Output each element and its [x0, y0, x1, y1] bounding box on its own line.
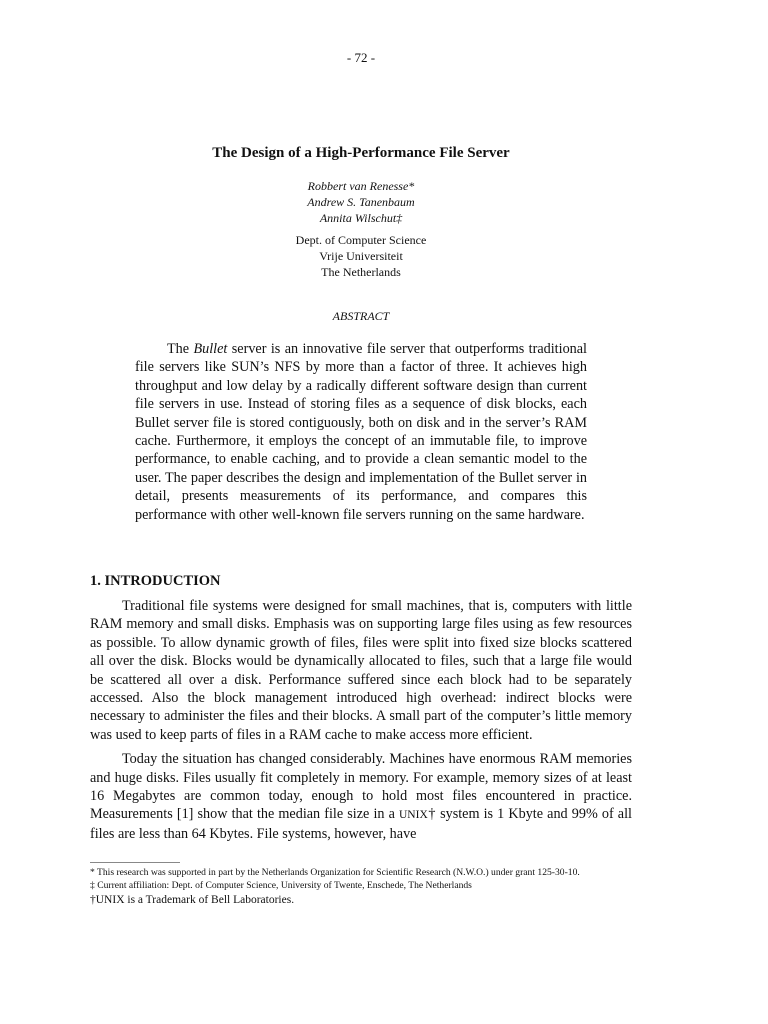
body-text: † system is 1 Kbyte and 99% of all files are less than 64 Kbytes. File systems, however, have	[90, 806, 632, 842]
footnote: ‡ Current affiliation: Dept. of Computer Science, University of Twente, Enschede, The Netherlands	[90, 880, 472, 891]
abstract-text	[135, 340, 587, 524]
footnote: * This research was supported in part by the Netherlands Organization for Scientific Research (N.W.O.) under grant 125-30-10.	[90, 867, 580, 878]
abstract-heading: ABSTRACT	[332, 309, 390, 323]
page-number: - 72 -	[346, 50, 376, 65]
affiliation-line: Dept. of Computer Science	[295, 233, 427, 247]
body-text: Today the situation has changed considerably. Machines have enormous RAM memories and huge disks. Files usually fit completely in memory. For example, memory sizes of at least 16 Megabytes are common today, enough to hold most files encountered in practice. Measurements [1] show that the median file size in a	[90, 751, 632, 823]
affiliation-line: The Netherlands	[321, 265, 401, 279]
abstract-bullet-term: Bullet	[193, 341, 228, 357]
footnotes	[90, 866, 610, 908]
affiliation-block	[0, 232, 722, 280]
section-heading: 1. INTRODUCTION	[90, 573, 221, 589]
footnote-divider	[90, 862, 180, 863]
unix-term: UNIX	[399, 809, 428, 822]
author-name: Robbert van Renesse*	[307, 179, 415, 193]
author-name: Andrew S. Tanenbaum	[307, 195, 415, 209]
paper-title: The Design of a High-Performance File Server	[212, 145, 510, 161]
body-paragraph: Traditional file systems were designed for small machines, that is, computers with little RAM memory and small disks. Emphasis was on supporting large files using as few resources as possible. To allow dynamic growth of files, files were split into fixed size blocks scattered all over the disk. Blocks would be dynamically allocated to files, such that a large file would be scattered all over a disk. Performance suffered since each block had to be separately accessed. Also the block management introduced high overhead: indirect blocks were necessary to administer the files and their blocks. A small part of the computer’s little memory was used to keep parts of files in a RAM cache to make access more efficient.	[90, 598, 632, 743]
abstract-body-text: server is an innovative file server that outperforms traditional file servers like SUN’s NFS by more than a factor of three. It achieves high throughput and low delay by a radically different software design than current file servers in use. Instead of storing files as a sequence of disk blocks, each Bullet server file is stored contiguously, both on disk and in the server’s RAM cache. Furthermore, it employs the concept of an immutable file, to improve performance, to enable caching, and to provide a clean semantic model to the user. The paper describes the design and implementation of the Bullet server in detail, presents measurements of its performance, and compares this performance with other well-known file servers running on the same hardware.	[135, 341, 587, 523]
body-paragraph	[90, 750, 632, 843]
abstract-lead: The	[167, 341, 194, 357]
affiliation-line: Vrije Universiteit	[319, 249, 403, 263]
author-name: Annita Wilschut‡	[319, 211, 403, 225]
footnote: †UNIX is a Trademark of Bell Laboratories.	[90, 894, 295, 906]
author-list	[0, 178, 722, 226]
section-body	[90, 597, 632, 849]
